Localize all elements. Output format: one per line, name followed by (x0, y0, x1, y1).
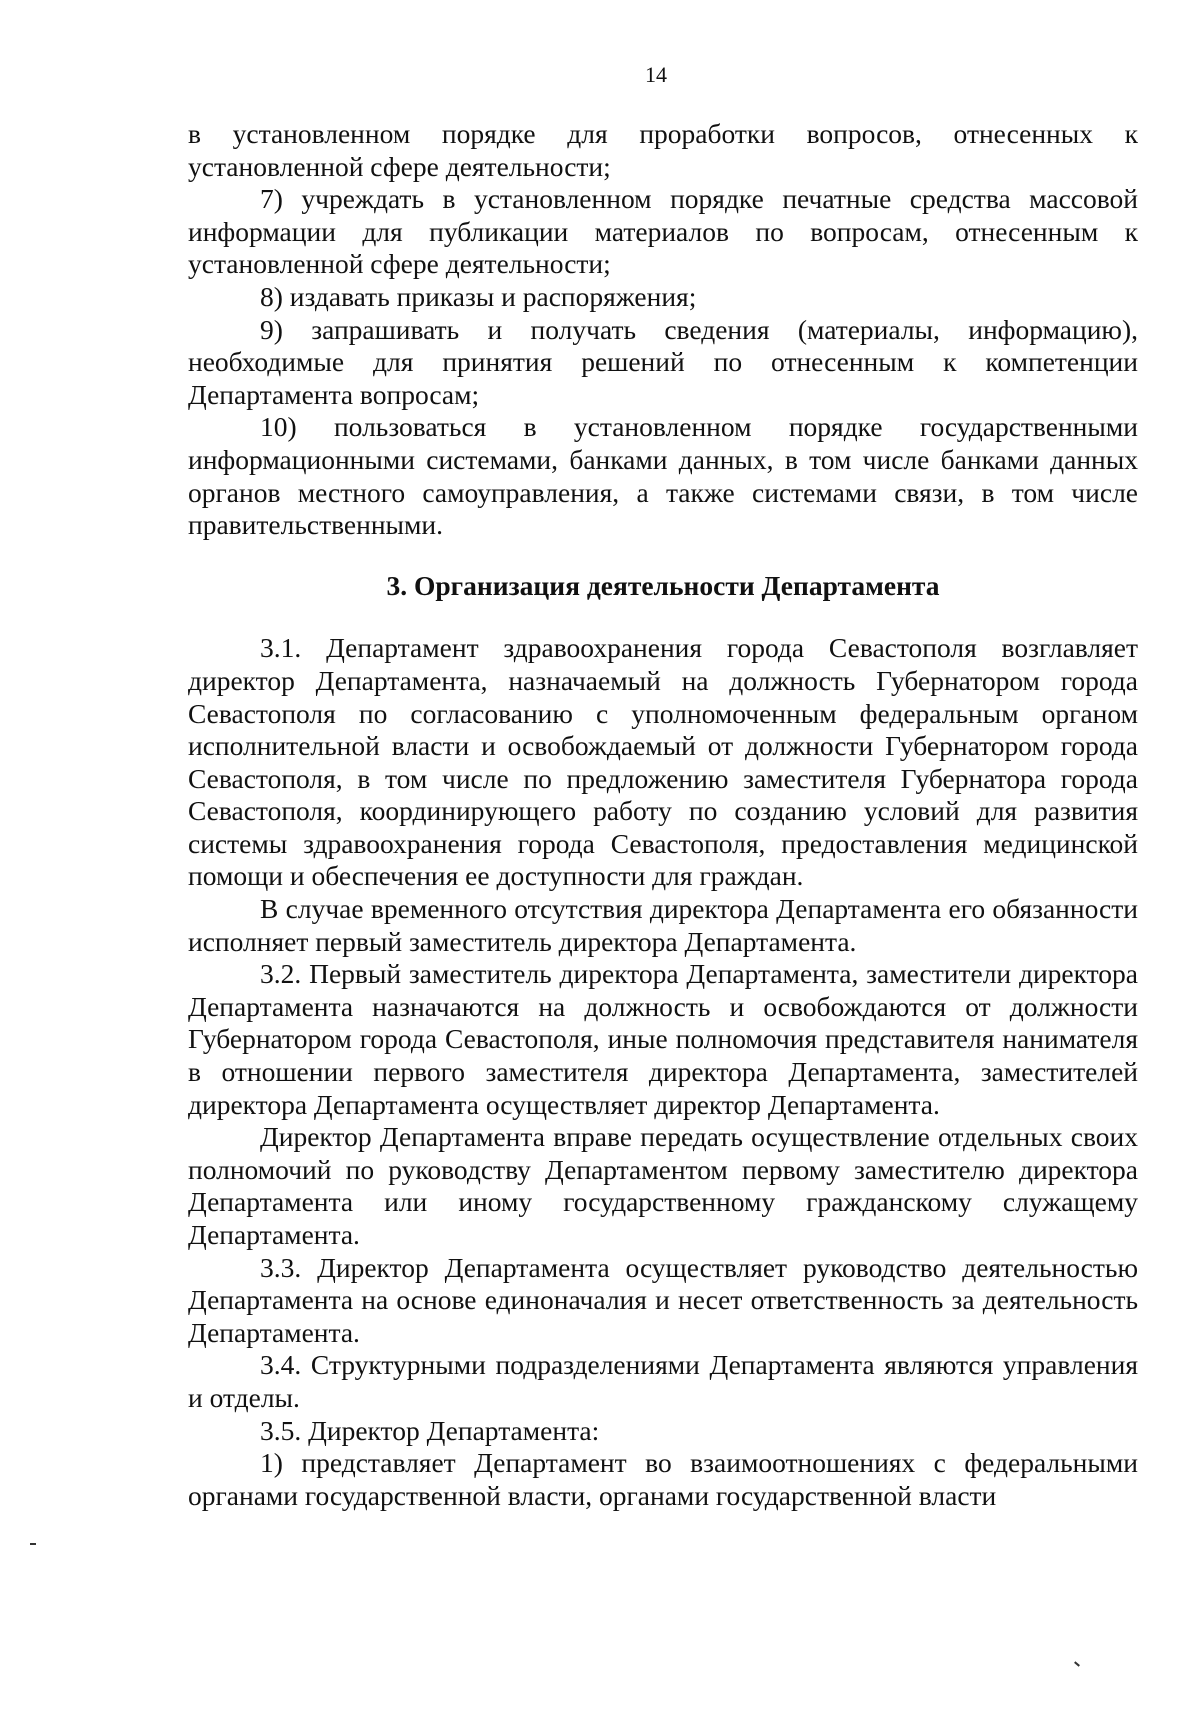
paragraph: Директор Департамента вправе передать осуществление отдельных своих полномочий по руководству Департаментом первому заместителю директора Департамента или иному государственному гражданскому служащему Департамента. (188, 1121, 1138, 1250)
paragraph: 3.4. Структурными подразделениями Департамента являются управления и отделы. (188, 1349, 1138, 1413)
paragraph: 3.3. Директор Департамента осуществляет руководство деятельностью Департамента на основе единоначалия и несет ответственность за деятельность Департамента. (188, 1251, 1138, 1348)
paragraph: В случае временного отсутствия директора Департамента его обязанности исполняет первый заместитель директора Департамента. (188, 893, 1138, 957)
paragraph: 3.1. Департамент здравоохранения города Севастополя возглавляет директор Департамента, назначаемый на должность Губернатором города Севастополя по согласованию с уполномоченным федеральным органом исполнительной власти и освобождаемый от должности Губернатором города Севастополя, в том числе по предложению заместителя Губернатора города Севастополя, координирующего работу по созданию условий для развития системы здравоохранения города Севастополя, предоставления медицинской помощи и обеспечения ее доступности для граждан. (188, 632, 1138, 892)
paragraph: 10) пользоваться в установленном порядке государственными информационными системами, банками данных, в том числе банками данных органов местного самоуправления, а также системами связи, в том числе правительственными. (188, 411, 1138, 541)
page-number: 14 (645, 62, 667, 87)
scan-speck (30, 1543, 36, 1545)
paragraph: 7) учреждать в установленном порядке печатные средства массовой информации для публикации материалов по вопросам, отнесенным к установленной сфере деятельности; (188, 183, 1138, 280)
paragraph: 3.5. Директор Департамента: (260, 1414, 600, 1446)
document-body (188, 118, 1138, 1512)
paragraph: 3.2. Первый заместитель директора Департамента, заместители директора Департамента назначаются на должность и освобождаются от должности Губернатором города Севастополя, иные полномочия представителя нанимателя в отношении первого заместителя директора Департамента, заместителей директора Департамента осуществляет директор Департамента. (188, 958, 1138, 1120)
paragraph: 1) представляет Департамент во взаимоотношениях с федеральными органами государственной власти, органами государственной власти (188, 1447, 1138, 1511)
section-heading: 3. Организация деятельности Департамента (386, 569, 940, 601)
paragraph: 8) издавать приказы и распоряжения; (260, 280, 697, 312)
paragraph: 9) запрашивать и получать сведения (материалы, информацию), необходимые для принятия решений по отнесенным к компетенции Департамента вопросам; (188, 313, 1138, 410)
scan-speck (1074, 1661, 1080, 1666)
paragraph: в установленном порядке для проработки вопросов, отнесенных к установленной сфере деятельности; (188, 118, 1138, 182)
